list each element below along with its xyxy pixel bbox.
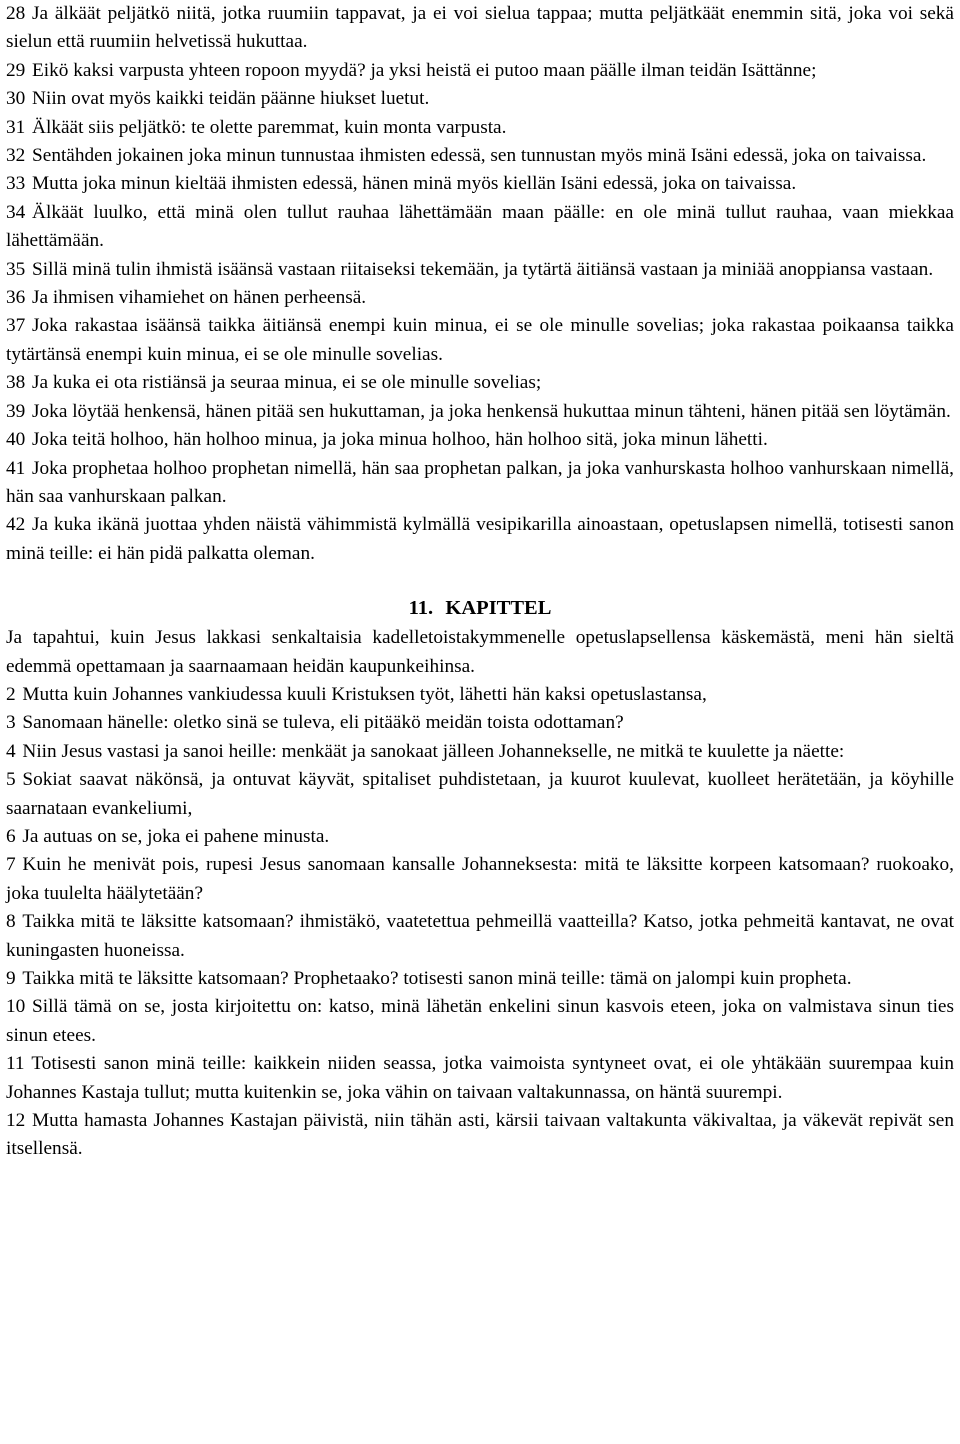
verse-10-37 [6,312,954,369]
verse-11-10 [6,993,954,1050]
verse-10-36 [6,284,954,312]
verse-number: 40 [6,429,26,451]
verse-number: 5 [6,769,16,791]
verse-11-12 [6,1107,954,1164]
verse-text: Älkäät siis peljätkö: te olette paremmat, kuin monta varpusta. [32,116,507,138]
verse-number: 29 [6,59,26,81]
verse-text: Sokiat saavat näkönsä, ja ontuvat käyvät, spitaliset puhdistetaan, ja kuurot kuulevat, kuolleet herätetään, ja köyhille saarnataan evankeliumi, [6,769,954,819]
verse-text: Älkäät luulko, että minä olen tullut rauhaa lähettämään maan päälle: en ole minä tullut rauhaa, vaan miekkaa lähettämään. [6,201,954,252]
verse-11-7 [6,851,954,908]
chapter-number: 11. [408,597,434,620]
verse-text: Sillä minä tulin ihmistä isäänsä vastaan riitaiseksi tekemään, ja tytärtä äitiänsä vastaan ja miniää anoppiansa vastaan. [32,258,934,280]
verse-10-35 [6,256,954,284]
verse-text: Ja ihmisen vihamiehet on hänen perheensä. [32,287,367,309]
verse-10-41 [6,455,954,512]
verse-number: 6 [6,825,16,847]
verse-text: Joka rakastaa isäänsä taikka äitiänsä enempi kuin minua, ei se ole minulle sovelias; joka rakastaa poikaansa taikka tytärtänsä enempi kuin minua, ei se ole minulle sovelias. [6,315,954,365]
verse-text: Niin Jesus vastasi ja sanoi heille: menkäät ja sanokaat jälleen Johannekselle, ne mitkä te kuulette ja näette: [22,740,845,762]
verse-text: Sentähden jokainen joka minun tunnustaa ihmisten edessä, sen tunnustan myös minä Isäni edessä, joka on taivaissa. [32,145,927,167]
verse-10-31 [6,114,954,142]
verse-11-9 [6,965,954,993]
verse-number: 7 [6,854,16,876]
chapter-heading [6,594,954,622]
verse-number: 2 [6,683,16,705]
verse-10-33 [6,170,954,198]
verse-number: 32 [6,145,26,167]
verse-number: 12 [6,1110,26,1132]
verse-text: Sanomaan hänelle: oletko sinä se tuleva, eli pitääkö meidän toista odottaman? [22,712,624,734]
verse-text: Kuin he menivät pois, rupesi Jesus sanomaan kansalle Johanneksesta: mitä te läksitte korpeen katsomaan? ruokoako, joka tuulelta häälytetään? [6,854,954,904]
verse-text: Joka teitä holhoo, hän holhoo minua, ja joka minua holhoo, hän holhoo sitä, joka minun lähetti. [32,429,768,451]
verse-11-2 [6,681,954,709]
verse-text: Mutta hamasta Johannes Kastajan päivistä, niin tähän asti, kärsii taivaan valtakunta väkivaltaa, ja väkevät repivät sen itsellensä. [6,1110,954,1160]
chapter-10-verses [6,0,954,568]
verse-number: 8 [6,911,16,933]
verse-text: Taikka mitä te läksitte katsomaan? ihmistäkö, vaatetettua pehmeillä vaatteilla? Katso, jotka pehmeitä kantavat, ne ovat kuningasten huoneissa. [6,911,954,961]
verse-text: Mutta joka minun kieltää ihmisten edessä, hänen minä myös kiellän Isäni edessä, joka on taivaissa. [32,173,797,195]
verse-number: 35 [6,258,26,280]
chapter-label: KAPITTEL [445,597,552,620]
verse-text: Joka löytää henkensä, hänen pitää sen hukuttaman, ja joka henkensä hukuttaa minun tähteni, hänen pitää sen löytämän. [32,400,951,422]
chapter-11-verses [6,624,954,1164]
verse-11-4 [6,738,954,766]
verse-10-39 [6,398,954,426]
verse-text: Niin ovat myös kaikki teidän päänne hiukset luetut. [32,88,430,110]
verse-number: 9 [6,968,16,989]
verse-text: Eikö kaksi varpusta yhteen ropoon myydä? ja yksi heistä ei putoo maan päälle ilman teidän Isättänne; [32,59,817,81]
verse-text: Sillä tämä on se, josta kirjoitettu on: katso, minä lähetän enkelini sinun kasvois eteen, joka on valmistava sinun ties sinun etees. [6,996,954,1046]
verse-number: 39 [6,400,26,422]
verse-text: Taikka mitä te läksitte katsomaan? Prophetaako? totisesti sanon minä teille: tämä on jalompi kuin propheta. [22,968,852,989]
verse-text: Ja autuas on se, joka ei pahene minusta. [22,825,330,847]
verse-number: 42 [6,514,26,536]
verse-11-6 [6,823,954,851]
verse-text: Ja tapahtui, kuin Jesus lakkasi senkaltaisia kadelletoistakymmenelle opetuslapsellensa käskemästä, meni hän sieltä edemmä opettamaan ja saarnaamaan heidän kaupunkeihinsa. [6,627,954,677]
verse-number: 41 [6,457,26,479]
verse-number: 31 [6,116,26,138]
verse-10-42 [6,511,954,568]
verse-10-38 [6,369,954,397]
verse-text: Ja kuka ei ota ristiänsä ja seuraa minua, ei se ole minulle sovelias; [32,372,542,394]
verse-10-30 [6,85,954,113]
verse-text: Ja kuka ikänä juottaa yhden näistä vähimmistä kylmällä vesipikarilla ainoastaan, opetuslapsen nimellä, totisesti sanon minä teille: ei hän pidä palkatta oleman. [6,514,954,564]
verse-11-3 [6,709,954,737]
verse-number: 3 [6,712,16,734]
verse-number: 33 [6,173,26,195]
verse-10-28 [6,0,954,57]
verse-11-8 [6,908,954,965]
verse-number: 34 [6,201,26,223]
verse-number: 36 [6,287,26,309]
verse-text: Totisesti sanon minä teille: kaikkein niiden seassa, jotka vaimoista syntyneet ovat, ei ole yhtäkään suurempaa kuin Johannes Kastaja tullut; mutta kuitenkin se, joka vähin on taivaan valtakunnassa, on häntä suurempi. [6,1053,954,1103]
verse-11-11 [6,1050,954,1107]
verse-text: Ja älkäät peljätkö niitä, jotka ruumiin tappavat, ja ei voi sielua tappaa; mutta peljätkäät enemmin sitä, joka voi sekä sielun että ruumiin helvetissä hukuttaa. [6,3,954,53]
verse-number: 11 [6,1053,25,1075]
verse-10-40 [6,426,954,454]
verse-11-5 [6,766,954,823]
verse-number: 38 [6,372,26,394]
verse-10-32 [6,142,954,170]
verse-number: 10 [6,996,26,1018]
verse-text: Joka prophetaa holhoo prophetan nimellä, hän saa prophetan palkan, ja joka vanhurskasta holhoo vanhurskaan nimellä, hän saa vanhurskaan palkan. [6,457,954,507]
verse-number: 4 [6,740,16,762]
verse-number: 30 [6,88,26,110]
verse-number: 37 [6,315,26,337]
verse-10-29 [6,57,954,85]
verse-10-34 [6,199,954,256]
verse-number: 28 [6,3,26,24]
verse-text: Mutta kuin Johannes vankiudessa kuuli Kristuksen työt, lähetti hän kaksi opetuslastansa, [22,683,707,705]
verse-11-1 [6,624,954,681]
